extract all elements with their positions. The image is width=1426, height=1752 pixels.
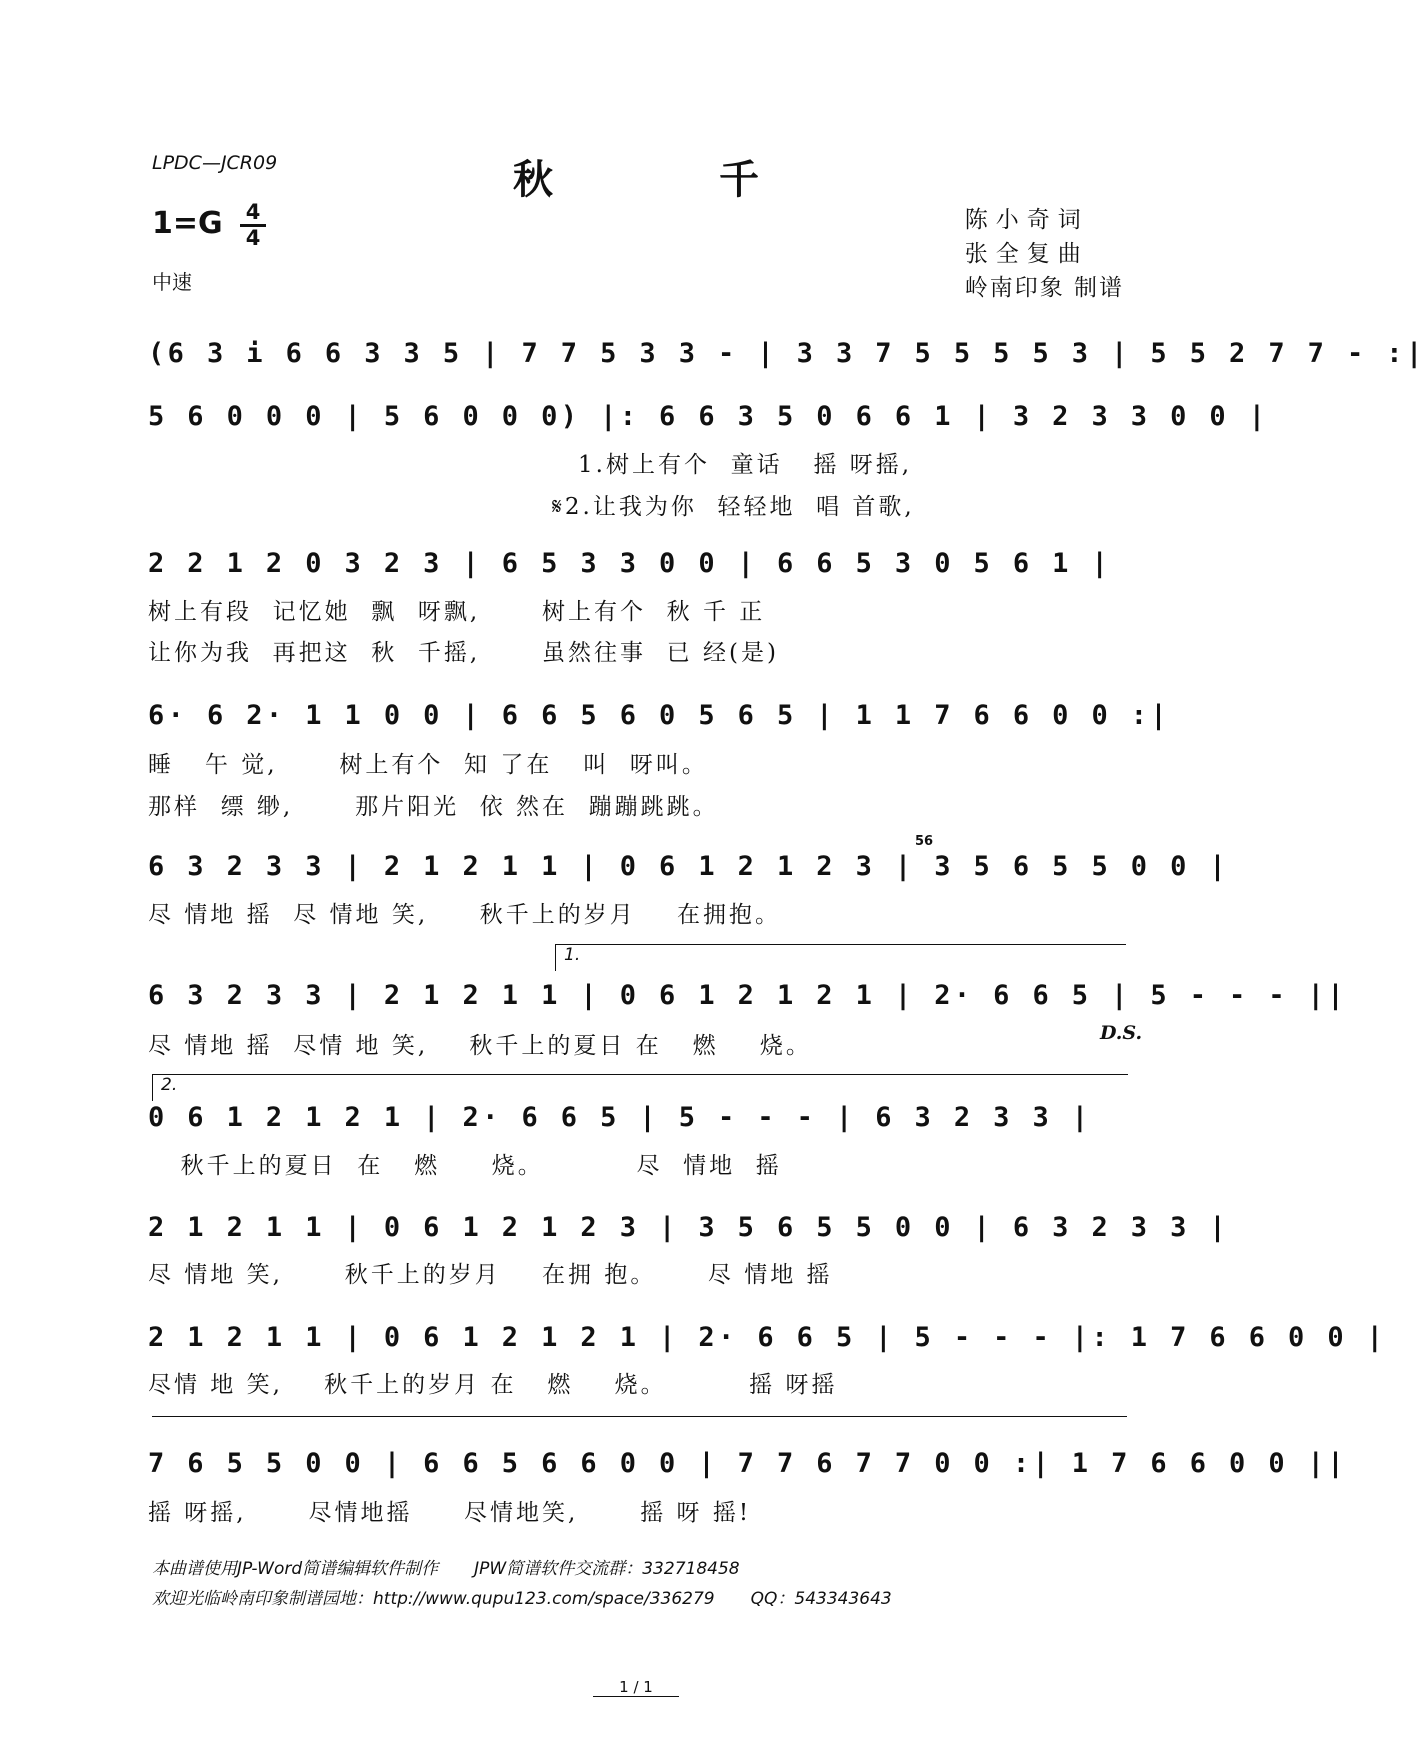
lyric-verse2-line1: 𝄋2.让我为你 轻轻地 唱 首歌, — [552, 494, 915, 520]
lyric-verse1-line2: 树上有段 记忆她 飘 呀飘, 树上有个 秋 千 正 — [148, 599, 766, 625]
footer-site: 欢迎光临岭南印象制谱园地：http://www.qupu123.com/space/336279 — [152, 1589, 715, 1609]
lyric-verse2-line2: 让你为我 再把这 秋 千摇, 虽然往事 已 经(是) — [148, 640, 779, 666]
lyric-verse1-line3: 睡 午 觉, 树上有个 知 了在 叫 呀叫。 — [148, 752, 708, 778]
staff-line-6: 6 3 2 3 3 | 2 1 2 1 1 | 0 6 1 2 1 2 1 | 2· 6 6 5 | 5 - - - || — [148, 980, 1347, 1011]
time-denominator: 4 — [245, 226, 261, 250]
lyric-line-7: 尽 情地 笑, 秋千上的岁月 在拥 抱。 尽 情地 摇 — [148, 1262, 833, 1288]
score-code: LPDC—JCR09 — [152, 152, 278, 174]
footer — [152, 1554, 928, 1614]
footer-group: JPW简谱软件交流群：332718458 — [474, 1559, 740, 1579]
staff-line-9: 2 1 2 1 1 | 0 6 1 2 1 2 1 | 2· 6 6 5 | 5 - - - |: 1 7 6 6 0 0 | — [148, 1322, 1387, 1353]
staff-line-7: 0 6 1 2 1 2 1 | 2· 6 6 5 | 5 - - - | 6 3 2 3 3 | — [148, 1102, 1092, 1133]
key-signature: 1=G — [152, 206, 223, 241]
composer: 张全复曲 — [964, 241, 1089, 267]
lyric-verse1-line1: 1.树上有个 童话 摇 呀摇, — [578, 452, 913, 478]
staff-line-5: 6 3 2 3 3 | 2 1 2 1 1 | 0 6 1 2 1 2 3 | 3 5 6 5 5 0 0 | — [148, 851, 1230, 882]
staff-line-1: (6 3 i 6 6 3 3 5 | 7 7 5 3 3 - | 3 3 7 5 5 5 5 3 | 5 5 2 7 7 - :| — [148, 338, 1426, 369]
page-number: 1 / 1 — [0, 1678, 1272, 1696]
lyric-verse2-line3: 那样 缥 缈, 那片阳光 依 然在 蹦蹦跳跳。 — [148, 794, 719, 820]
song-title: 秋 千 — [513, 156, 835, 203]
footer-qq: QQ：543343643 — [750, 1589, 892, 1609]
volta-2-bracket — [152, 1074, 1128, 1101]
credits — [965, 203, 1124, 305]
lyric-line-5: 尽 情地 摇 尽情 地 笑, 秋千上的夏日 在 燃 烧。 — [148, 1033, 812, 1059]
lyricist: 陈小奇词 — [964, 207, 1089, 233]
grace-note: 56 — [915, 834, 934, 849]
tempo-marking: 中速 — [152, 270, 192, 294]
lyric-line-8: 尽情 地 笑, 秋千上的岁月 在 燃 烧。 摇 呀摇 — [148, 1372, 838, 1398]
volta-1-bracket — [555, 944, 1126, 971]
staff-line-2: 5 6 0 0 0 | 5 6 0 0 0) |: 6 6 3 5 0 6 6 1 | 3 2 3 3 0 0 | — [148, 401, 1269, 432]
volta-1-label: 1. — [564, 945, 581, 965]
staff-line-3: 2 2 1 2 0 3 2 3 | 6 5 3 3 0 0 | 6 6 5 3 0 5 6 1 | — [148, 548, 1112, 579]
volta-2-label: 2. — [161, 1075, 178, 1095]
dal-segno-mark: D.S. — [1100, 1022, 1143, 1044]
time-signature — [238, 202, 268, 249]
lyric-line-6: 秋千上的夏日 在 燃 烧。 尽 情地 摇 — [160, 1153, 782, 1179]
lyric-line-9: 摇 呀摇, 尽情地摇 尽情地笑, 摇 呀 摇! — [148, 1500, 752, 1526]
section-line — [152, 1416, 1127, 1417]
arranger: 岭南印象 制谱 — [964, 275, 1124, 301]
staff-line-4: 6· 6 2· 1 1 0 0 | 6 6 5 6 0 5 6 5 | 1 1 7 6 6 0 0 :| — [148, 700, 1171, 731]
staff-line-8: 2 1 2 1 1 | 0 6 1 2 1 2 3 | 3 5 6 5 5 0 0 | 6 3 2 3 3 | — [148, 1212, 1230, 1243]
time-numerator: 4 — [245, 200, 261, 224]
footer-software: 本曲谱使用JP-Word简谱编辑软件制作 — [152, 1559, 439, 1579]
lyric-line-4: 尽 情地 摇 尽 情地 笑, 秋千上的岁月 在拥抱。 — [148, 902, 781, 928]
staff-line-10: 7 6 5 5 0 0 | 6 6 5 6 6 0 0 | 7 7 6 7 7 0 0 :| 1 7 6 6 0 0 || — [148, 1448, 1347, 1479]
